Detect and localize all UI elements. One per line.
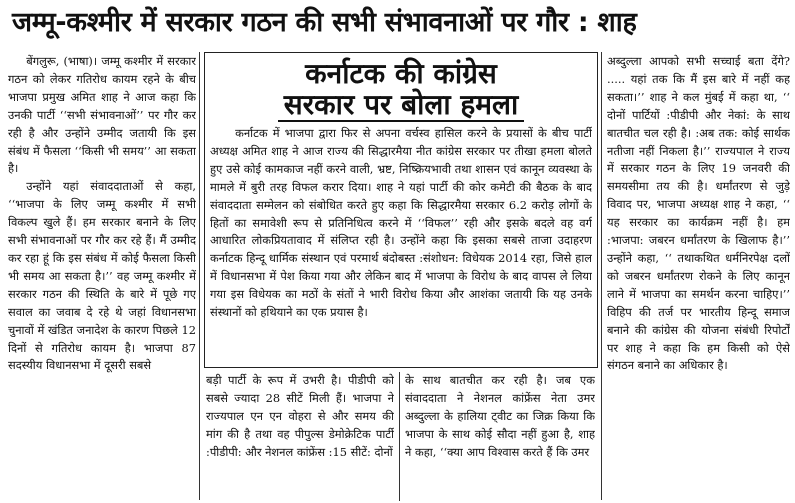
- sub-article-paragraph: कर्नाटक में भाजपा द्वारा फिर से अपना वर्चस्व हासिल करने के प्रयासों के बीच पार्टी अध्यक्ष अमित शाह ने आज राज्य की सिद्धारमैया नीत कांग्रेस सरकार पर तीखा हमला बोलते हुए उसे कोई कामकाज नहीं करने वाली, भ्रष्ट, निष्क्रियभावी तथा शासन एवं कानून व्यवस्था के मामले में बुरी तरह विफल करार दिया। शाह ने यहां पार्टी की कोर कमेटी की बैठक के बाद संवाददाता सम्मेलन को संबोधित करते हुए कहा कि सिद्धारमैया सरकार 6.2 करोड़ लोगों के हितों का समावेशी रूप से प्रतिनिधित्व करने में ‘‘विफल’’ रही और इसके बदले वह वर्ग आधारित लोकप्रियतावाद में संलिप्त रही है। उन्होंने कहा कि इसका सबसे ताजा उदाहरण कर्नाटक हिन्दू धार्मिक संस्थान एवं परमार्थ बंदोबस्त :संशोधन: विधेयक 2014 रहा, जिसे हाल में विधानसभा में पेश किया गया और लेकिन बाद में भाजपा के विरोध के बाद वापस ले लिया गया इस विधेयक का मठों के संतों ने भारी विरोध किया और आशंका जतायी कि यह उनके संस्थानों को हथियाने का एक प्रयास है।: [210, 126, 592, 320]
- article-continuation-2: के साथ बातचीत कर रही है। जब एक संवाददाता ने नेशनल कांफ्रेंस नेता उमर अब्दुल्ला के हालिया ट्वीट का जिक्र किया कि भाजपा के साथ कोई सौदा नहीं हुआ है, शाह ने कहा, ‘‘क्या आप विश्वास करते हैं कि उमर: [405, 373, 595, 459]
- column-middle-right: [405, 372, 595, 501]
- article-paragraph-1: [8, 53, 196, 178]
- article-continuation-3: अब्दुल्ला आपको सभी सच्चाई बता देंगे? ..... यहां तक कि मैं इस बारे में नहीं कह सकता।’’ शाह ने कल मुंबई में कहा था, ‘‘ दोनों पार्टियों :पीडीपी और नेकां: के साथ बातचीत चल रही है। :अब तक: कोई सार्थक नतीजा नहीं निकला है।’’ राज्यपाल ने राज्य में सरकार गठन के लिए 19 जनवरी की समयसीमा तय की है। धर्मांतरण से जुड़े विवाद पर, भाजपा अध्यक्ष शाह ने कहा, ‘‘ यह सरकार का कार्यक्रम नहीं है। हम :भाजपा: जबरन धर्मांतरण के खिलाफ है।’’ उन्होंने कहा, ‘‘ तथाकथित धर्मनिरपेक्ष दलों को जबरन धर्मांतरण रोकने के लिए कानून लाने में भाजपा का समर्थन करना चाहिए।’’ विहिप की तर्ज पर भारतीय हिन्दू समाज बनाने की कांग्रेस की योजना संबंधी रिपोर्टों पर शाह ने कहा कि हम किसी को ऐसे संगठन बनाने का अधिकार है।: [607, 54, 790, 373]
- column-divider: [199, 52, 200, 500]
- sub-article-title: [204, 58, 598, 122]
- headline: जम्मू-कश्मीर में सरकार गठन की सभी संभावनाओं पर गौर : शाह: [12, 7, 637, 38]
- column-middle-left: [206, 372, 394, 501]
- paragraph-text: जम्मू कश्मीर में सरकार गठन को लेकर गतिरोध कायम रहने के बीच भाजपा प्रमुख अमित शाह ने आज कहा कि उनकी पार्टी ‘‘सभी संभावनाओं’’ पर गौर कर रही है और उन्होंने उम्मीद जतायी कि इस संबंध में फैसला ‘‘किसी भी समय’’ आ सकता है।: [8, 54, 196, 176]
- sub-article-title-line-2: सरकार पर बोला हमला: [278, 89, 525, 122]
- column-divider: [399, 372, 400, 501]
- sub-article-title-line-2-wrap: [204, 89, 598, 122]
- article-continuation-1: बड़ी पार्टी के रूप में उभरी है। पीडीपी को सबसे ज्यादा 28 सीटें मिली हैं। भाजपा ने राज्यपाल एन एन वोहरा से और समय की मांग की है तथा वह पीपुल्स डेमोक्रेटिक पार्टी :पीडीपी: और नेशनल कांफ्रेंस :15 सीटें: दोनों: [206, 373, 394, 459]
- column-divider: [601, 52, 602, 500]
- column-right: [607, 53, 790, 501]
- sub-article-body: [210, 125, 592, 363]
- article-paragraph-2: उन्होंने यहां संवाददाताओं से कहा, ‘‘भाजपा के लिए जम्मू कश्मीर में सभी विकल्प खुले हैं। हम सरकार बनाने के लिए सभी संभावनाओं पर गौर कर रहे हैं। मैं उम्मीद कर रहा हूं कि इस संबंध में कोई फैसला किसी भी समय आ सकता है।’’ वह जम्मू कश्मीर में सरकार गठन की स्थिति के बारे में पूछे गए सवाल का जवाब दे रहे थे जहां विधानसभा चुनावों में खंडित जनादेश के कारण पिछले 12 दिनों से गतिरोध कायम है। भाजपा 87 सदस्यीय विधानसभा में दूसरी सबसे: [8, 179, 196, 373]
- dateline: बेंगलुरू, (भाषा)।: [26, 54, 98, 68]
- column-left: [8, 53, 196, 501]
- sub-article-title-line-1: कर्नाटक की कांग्रेस: [305, 57, 497, 90]
